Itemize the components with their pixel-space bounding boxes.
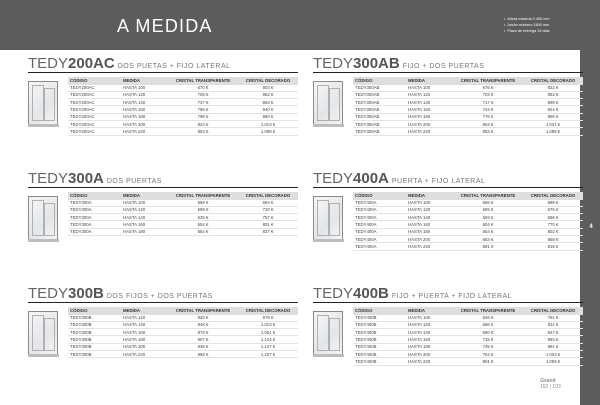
table-cell: HASTA 120 xyxy=(408,92,431,98)
glass-panel xyxy=(329,88,340,121)
table-cell: 654 € xyxy=(197,222,209,228)
table-cell: TEDY400A xyxy=(355,243,377,249)
product-code-prefix: TEDY xyxy=(28,285,69,302)
table-cell: TEDY300AB xyxy=(355,92,380,98)
brand-logo: Gsanit xyxy=(540,378,556,384)
table-cell: 796 € xyxy=(197,114,209,120)
table-row xyxy=(68,106,298,113)
table-cell: HASTA 120 xyxy=(123,92,146,98)
table-cell: TEDY400A xyxy=(355,214,377,220)
table-cell: 852 € xyxy=(547,92,559,98)
table-cell: 598 € xyxy=(197,207,209,213)
shower-tray xyxy=(28,239,59,242)
table-row xyxy=(353,214,583,221)
table-cell: 1.147 € xyxy=(260,344,276,350)
table-cell: TEDY400A xyxy=(355,236,377,242)
table-cell: HASTA 100 xyxy=(123,85,146,91)
table-cell: TEDY300B xyxy=(70,315,92,321)
table-cell: TEDY300A xyxy=(70,200,92,206)
price-table xyxy=(353,192,583,251)
header-band xyxy=(0,0,580,50)
table-row xyxy=(68,99,298,106)
table-cell: 940 € xyxy=(262,107,274,113)
table-cell: HASTA 140 xyxy=(123,99,146,105)
table-cell: 568 € xyxy=(197,200,209,206)
table-cell: TEDY400A xyxy=(355,207,377,213)
table-row xyxy=(68,229,298,236)
table-cell: 1.088 € xyxy=(545,128,561,134)
shower-screen-icon xyxy=(313,81,343,125)
table-cell: HASTA 160 xyxy=(123,107,146,113)
title-rule xyxy=(28,187,298,188)
table-cell: 804 € xyxy=(482,121,494,127)
page-title: A MEDIDA xyxy=(117,16,213,36)
glass-panel xyxy=(329,203,340,236)
table-row xyxy=(353,229,583,236)
product-subtitle: FIJO + DOS PUERTAS xyxy=(402,63,485,70)
title-rule xyxy=(313,187,583,188)
column-header: CRISTAL DECORADO xyxy=(245,308,291,314)
table-cell: HASTA 100 xyxy=(123,200,146,206)
table-cell: 745 € xyxy=(482,344,494,350)
table-cell: TEDY300AB xyxy=(355,85,380,91)
table-cell: HASTA 200 xyxy=(123,344,146,350)
table-row xyxy=(353,351,583,358)
product-title xyxy=(313,285,512,302)
column-header: CRISTAL TRANSPARENTE xyxy=(460,78,516,84)
table-cell: TEDY400B xyxy=(355,344,377,350)
table-cell: 625 € xyxy=(197,214,209,220)
table-cell: HASTA 140 xyxy=(408,99,431,105)
table-cell: HASTA 220 xyxy=(408,358,431,364)
table-cell: TEDY400B xyxy=(355,351,377,357)
table-cell: 824 € xyxy=(197,121,209,127)
table-cell: 822 € xyxy=(547,85,559,91)
product-code-prefix: TEDY xyxy=(313,55,354,72)
product-code: 300AB xyxy=(353,55,400,72)
table-row xyxy=(353,114,583,121)
table-row xyxy=(68,85,298,92)
table-cell: HASTA 160 xyxy=(408,337,431,343)
table-cell: TEDY300AB xyxy=(355,99,380,105)
note-item: • Altura máxima 2.400 mm xyxy=(504,16,550,22)
product-code: 300B xyxy=(68,285,104,302)
price-table xyxy=(68,77,298,136)
side-strip xyxy=(580,0,600,405)
glass-panel xyxy=(32,85,44,121)
table-cell: 951 € xyxy=(547,344,559,350)
table-cell: TEDY300B xyxy=(70,329,92,335)
price-table xyxy=(68,192,298,236)
table-row xyxy=(68,128,298,135)
column-header: MEDIDA xyxy=(408,308,425,314)
table-cell: 979 € xyxy=(262,315,274,321)
product-title xyxy=(28,285,213,302)
shower-tray xyxy=(313,354,344,357)
table-cell: HASTA 220 xyxy=(123,351,146,357)
shower-tray xyxy=(313,124,344,127)
table-cell: 684 € xyxy=(262,200,274,206)
table-cell: TEDY300AB xyxy=(355,107,380,113)
table-cell: 663 € xyxy=(482,236,494,242)
table-cell: TEDY200AC xyxy=(70,92,95,98)
table-cell: TEDY300A xyxy=(70,222,92,228)
table-cell: 801 € xyxy=(482,358,494,364)
column-header: CRISTAL DECORADO xyxy=(245,193,291,199)
column-header: CRISTAL DECORADO xyxy=(245,78,291,84)
table-row xyxy=(353,236,583,243)
note-item: • Ancho máximo 1800 mm xyxy=(504,22,550,28)
table-cell: 924 € xyxy=(547,107,559,113)
table-cell: 916 € xyxy=(547,243,559,249)
table-cell: 757 € xyxy=(262,214,274,220)
table-header xyxy=(68,307,298,315)
table-cell: TEDY200AC xyxy=(70,128,95,134)
table-cell: TEDY200AC xyxy=(70,85,95,91)
product-code: 400A xyxy=(353,170,389,187)
table-cell: HASTA 180 xyxy=(408,344,431,350)
table-cell: 820 € xyxy=(197,315,209,321)
table-cell: 703 € xyxy=(482,92,494,98)
table-cell: HASTA 160 xyxy=(408,222,431,228)
table-cell: TEDY400B xyxy=(355,358,377,364)
table-cell: TEDY300A xyxy=(70,229,92,235)
table-cell: HASTA 200 xyxy=(123,121,146,127)
title-rule xyxy=(28,302,298,303)
table-cell: 676 € xyxy=(547,207,559,213)
column-header: CÓDIGO xyxy=(70,78,88,84)
table-cell: HASTA 160 xyxy=(123,222,146,228)
title-rule xyxy=(28,72,298,73)
table-cell: 1.031 € xyxy=(545,121,561,127)
table-row xyxy=(68,200,298,207)
table-cell: 862 € xyxy=(262,92,274,98)
table-cell: HASTA 140 xyxy=(408,329,431,335)
shower-screen-icon xyxy=(313,311,343,355)
table-cell: 676 € xyxy=(482,85,494,91)
table-cell: TEDY300B xyxy=(70,351,92,357)
product-subtitle: FIJO + PUERTA + FIJO LATERAL xyxy=(391,293,513,300)
product-subtitle: DOS FIJOS + DOS PUERTAS xyxy=(106,293,213,300)
table-cell: 586 € xyxy=(482,200,494,206)
glass-panel xyxy=(32,315,44,351)
table-cell: 1.013 € xyxy=(260,322,276,328)
footer xyxy=(540,378,561,390)
product-code-prefix: TEDY xyxy=(313,285,354,302)
column-header: CRISTAL TRANSPARENTE xyxy=(175,308,231,314)
table-row xyxy=(353,200,583,207)
shower-screen-icon xyxy=(28,311,58,355)
table-row xyxy=(353,92,583,99)
table-cell: HASTA 100 xyxy=(408,200,431,206)
table-row xyxy=(353,128,583,135)
table-cell: TEDY400A xyxy=(355,229,377,235)
table-cell: 737 € xyxy=(197,99,209,105)
table-cell: HASTA 120 xyxy=(408,322,431,328)
table-cell: HASTA 120 xyxy=(408,207,431,213)
table-cell: 565 € xyxy=(482,207,494,213)
shower-screen-icon xyxy=(28,196,58,240)
table-cell: 893 € xyxy=(262,99,274,105)
product-code-prefix: TEDY xyxy=(28,170,69,187)
table-row xyxy=(68,322,298,329)
table-cell: 691 € xyxy=(482,243,494,249)
table-row xyxy=(353,99,583,106)
table-row xyxy=(353,243,583,250)
table-cell: 893 € xyxy=(547,337,559,343)
table-cell: 980 € xyxy=(262,114,274,120)
column-header: CÓDIGO xyxy=(355,78,373,84)
table-cell: 837 € xyxy=(262,229,274,235)
table-cell: HASTA 140 xyxy=(408,214,431,220)
product-title xyxy=(28,170,162,187)
table-cell: 803 € xyxy=(262,85,274,91)
table-row xyxy=(68,336,298,343)
table-row xyxy=(68,344,298,351)
title-rule xyxy=(313,72,583,73)
price-table xyxy=(353,77,583,136)
table-row xyxy=(68,92,298,99)
table-cell: 706 € xyxy=(197,92,209,98)
table-cell: 1.124 € xyxy=(260,337,276,343)
table-cell: HASTA 160 xyxy=(123,329,146,335)
column-header: MEDIDA xyxy=(123,193,140,199)
table-cell: HASTA 120 xyxy=(123,315,146,321)
column-header: CÓDIGO xyxy=(355,193,373,199)
column-header: CRISTAL DECORADO xyxy=(530,308,576,314)
table-cell: 626 € xyxy=(482,315,494,321)
table-cell: HASTA 180 xyxy=(408,229,431,235)
table-cell: HASTA 200 xyxy=(408,236,431,242)
table-row xyxy=(353,106,583,113)
column-header: CRISTAL TRANSPARENTE xyxy=(460,308,516,314)
table-row xyxy=(353,221,583,228)
table-cell: 868 € xyxy=(547,236,559,242)
glass-panel xyxy=(32,200,44,236)
table-cell: 802 € xyxy=(547,229,559,235)
shower-tray xyxy=(28,124,59,127)
table-cell: TEDY400A xyxy=(355,200,377,206)
table-cell: TEDY400B xyxy=(355,337,377,343)
table-cell: HASTA 100 xyxy=(408,315,431,321)
table-cell: HASTA 100 xyxy=(408,85,431,91)
price-table xyxy=(68,307,298,358)
table-cell: TEDY200AC xyxy=(70,107,95,113)
table-cell: 1.051 € xyxy=(260,329,276,335)
product-subtitle: DOS PUETAS + FIJO LATERAL xyxy=(117,63,231,70)
product-code-prefix: TEDY xyxy=(313,170,354,187)
table-cell: 1.002 € xyxy=(545,351,561,357)
table-cell: 670 € xyxy=(197,85,209,91)
table-cell: 696 € xyxy=(547,214,559,220)
table-cell: 847 € xyxy=(547,329,559,335)
table-cell: 879 € xyxy=(197,329,209,335)
table-row xyxy=(353,121,583,128)
side-strip-mark: 4 xyxy=(589,224,593,230)
table-row xyxy=(68,351,298,358)
table-cell: 593 € xyxy=(482,214,494,220)
table-cell: HASTA 220 xyxy=(123,128,146,134)
table-cell: TEDY300A xyxy=(70,207,92,213)
table-cell: TEDY300B xyxy=(70,344,92,350)
column-header: CRISTAL DECORADO xyxy=(530,78,576,84)
product-subtitle: PUERTA + FIJO LATERAL xyxy=(391,178,486,185)
table-cell: HASTA 220 xyxy=(408,128,431,134)
table-header xyxy=(68,77,298,85)
table-cell: TEDY400B xyxy=(355,315,377,321)
table-cell: 811 € xyxy=(547,322,559,328)
table-cell: TEDY400B xyxy=(355,329,377,335)
table-row xyxy=(353,329,583,336)
table-cell: HASTA 180 xyxy=(408,114,431,120)
table-cell: HASTA 140 xyxy=(123,214,146,220)
table-cell: 751 € xyxy=(547,315,559,321)
table-cell: TEDY300A xyxy=(70,214,92,220)
table-row xyxy=(353,344,583,351)
table-cell: 1.013 € xyxy=(260,121,276,127)
column-header: CRISTAL TRANSPARENTE xyxy=(175,78,231,84)
table-cell: HASTA 120 xyxy=(123,207,146,213)
shower-screen-icon xyxy=(313,196,343,240)
table-cell: 1.207 € xyxy=(260,351,276,357)
table-cell: 654 € xyxy=(482,229,494,235)
table-cell: TEDY300AB xyxy=(355,128,380,134)
table-cell: 699 € xyxy=(547,200,559,206)
table-row xyxy=(68,329,298,336)
table-row xyxy=(68,207,298,214)
table-row xyxy=(353,336,583,343)
table-cell: 1.088 € xyxy=(260,128,276,134)
table-cell: HASTA 180 xyxy=(123,114,146,120)
table-cell: HASTA 200 xyxy=(408,351,431,357)
column-header: MEDIDA xyxy=(123,78,140,84)
table-row xyxy=(68,121,298,128)
table-row xyxy=(68,315,298,322)
table-cell: 715 € xyxy=(482,337,494,343)
column-header: CÓDIGO xyxy=(355,308,373,314)
table-cell: TEDY200AC xyxy=(70,121,95,127)
table-row xyxy=(353,315,583,322)
table-cell: 656 € xyxy=(482,322,494,328)
table-cell: TEDY300AB xyxy=(355,114,380,120)
shower-screen-icon xyxy=(28,81,58,125)
column-header: CRISTAL DECORADO xyxy=(530,193,576,199)
table-cell: 742 € xyxy=(482,107,494,113)
table-cell: 853 € xyxy=(197,128,209,134)
table-cell: HASTA 160 xyxy=(408,107,431,113)
product-code: 400B xyxy=(353,285,389,302)
table-cell: HASTA 140 xyxy=(123,322,146,328)
column-header: CÓDIGO xyxy=(70,308,88,314)
product-title xyxy=(313,170,485,187)
column-header: MEDIDA xyxy=(408,193,425,199)
table-header xyxy=(68,192,298,200)
table-header xyxy=(353,192,583,200)
table-row xyxy=(68,114,298,121)
column-header: CRISTAL TRANSPARENTE xyxy=(460,193,516,199)
price-table xyxy=(353,307,583,366)
glass-panel xyxy=(44,88,55,121)
column-header: MEDIDA xyxy=(408,78,425,84)
note-item: • Plazo de entrega 15 días xyxy=(504,28,550,34)
table-row xyxy=(353,85,583,92)
glass-panel xyxy=(44,318,55,351)
table-cell: HASTA 200 xyxy=(408,121,431,127)
table-cell: TEDY400B xyxy=(355,322,377,328)
column-header: CÓDIGO xyxy=(70,193,88,199)
shower-tray xyxy=(313,239,344,242)
page-numbers: 102 | 103 xyxy=(540,384,561,390)
table-cell: 717 € xyxy=(482,99,494,105)
table-row xyxy=(353,358,583,365)
table-cell: HASTA 180 xyxy=(123,229,146,235)
table-cell: 764 € xyxy=(482,351,494,357)
table-header xyxy=(353,307,583,315)
table-cell: 801 € xyxy=(262,222,274,228)
table-cell: TEDY300AB xyxy=(355,121,380,127)
table-row xyxy=(353,322,583,329)
table-cell: TEDY300B xyxy=(70,337,92,343)
table-cell: 853 € xyxy=(482,128,494,134)
glass-panel xyxy=(44,203,55,236)
product-title xyxy=(28,55,231,72)
table-cell: HASTA 180 xyxy=(123,337,146,343)
product-title xyxy=(313,55,484,72)
table-cell: 720 € xyxy=(262,207,274,213)
title-rule xyxy=(313,302,583,303)
table-cell: 684 € xyxy=(197,229,209,235)
glass-panel xyxy=(317,315,329,351)
table-cell: 766 € xyxy=(197,107,209,113)
product-code: 300A xyxy=(68,170,104,187)
table-cell: 898 € xyxy=(547,99,559,105)
table-cell: 770 € xyxy=(547,222,559,228)
table-cell: 965 € xyxy=(197,351,209,357)
product-code: 200AC xyxy=(68,55,115,72)
glass-panel xyxy=(317,200,329,236)
table-cell: TEDY300B xyxy=(70,322,92,328)
shower-tray xyxy=(28,354,59,357)
table-cell: 1.058 € xyxy=(545,358,561,364)
table-cell: HASTA 220 xyxy=(408,243,431,249)
table-cell: 848 € xyxy=(197,322,209,328)
table-cell: 776 € xyxy=(482,114,494,120)
table-cell: 680 € xyxy=(482,329,494,335)
table-cell: 907 € xyxy=(197,337,209,343)
table-cell: 604 € xyxy=(482,222,494,228)
glass-panel xyxy=(317,85,329,121)
notes-list xyxy=(504,16,550,34)
glass-panel xyxy=(329,318,340,351)
table-row xyxy=(353,207,583,214)
column-header: CRISTAL TRANSPARENTE xyxy=(175,193,231,199)
table-row xyxy=(68,221,298,228)
table-cell: TEDY400A xyxy=(355,222,377,228)
column-header: MEDIDA xyxy=(123,308,140,314)
table-cell: 936 € xyxy=(197,344,209,350)
table-cell: TEDY200AC xyxy=(70,114,95,120)
table-row xyxy=(68,214,298,221)
table-header xyxy=(353,77,583,85)
table-cell: TEDY200AC xyxy=(70,99,95,105)
product-code-prefix: TEDY xyxy=(28,55,69,72)
table-cell: 966 € xyxy=(547,114,559,120)
product-subtitle: DOS PUERTAS xyxy=(106,178,162,185)
